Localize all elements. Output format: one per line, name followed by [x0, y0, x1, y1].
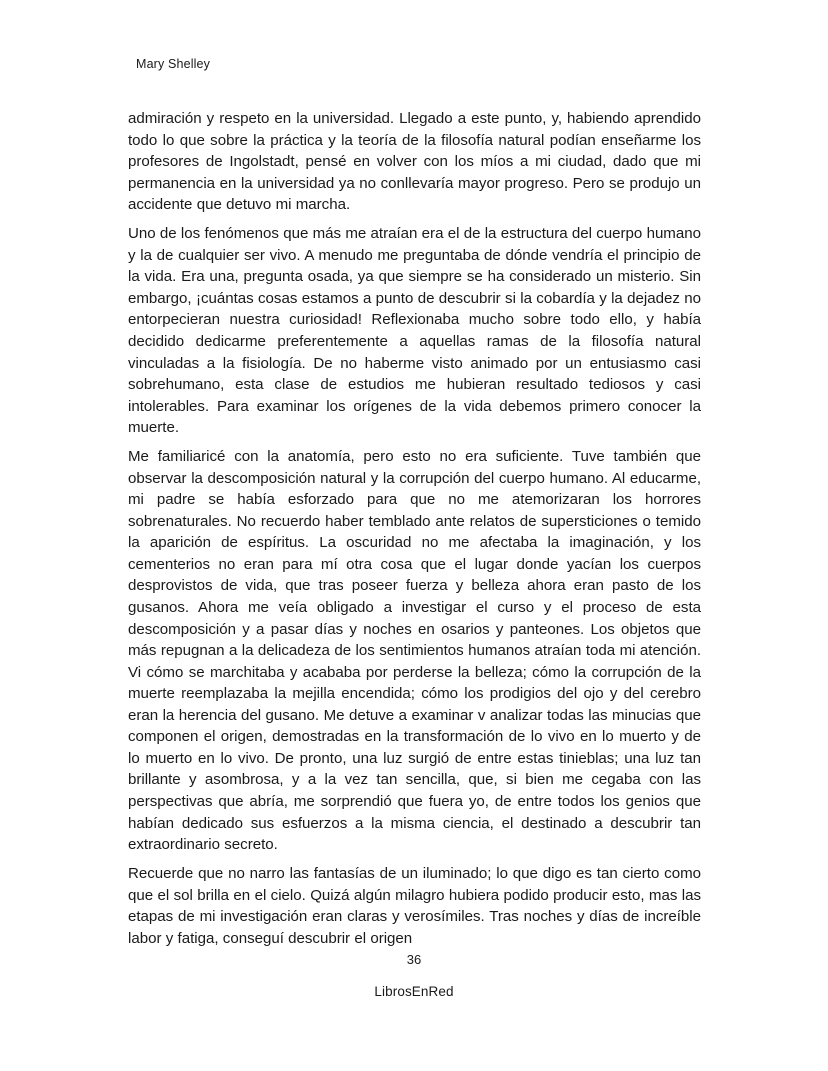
- body-paragraph: Recuerde que no narro las fantasías de un iluminado; lo que digo es tan cierto como que el sol brilla en el cielo. Quizá algún milagro hubiera podido producir esto, mas las etapas de mi investigación eran claras y verosímiles. Tras noches y días de increíble labor y fatiga, conseguí descubrir el origen: [128, 865, 701, 947]
- body-paragraph: Uno de los fenómenos que más me atraían era el de la estructura del cuerpo humano y la de cualquier ser vivo. A menudo me preguntaba de dónde vendría el principio de la vida. Era una, pregunta osada, ya que siempre se ha considerado un misterio. Sin embargo, ¡cuántas cosas estamos a punto de descubrir si la cobardía y la dejadez no entorpecieran nuestra curiosidad! Reflexionaba mucho sobre todo ello, y había decidido dedicarme preferentemente a aquellas ramas de la filosofía natural vinculadas a la fisiología. De no haberme visto animado por un entusiasmo casi sobrehumano, esta clase de estudios me hubieran resultado tediosos y casi intolerables. Para examinar los orígenes de la vida debemos primero conocer la muerte.: [128, 225, 701, 437]
- body-text-column: [128, 108, 701, 949]
- running-head-author: Mary Shelley: [136, 57, 211, 71]
- publisher-imprint: LibrosEnRed: [374, 984, 454, 999]
- body-paragraph: admiración y respeto en la universidad. Llegado a este punto, y, habiendo aprendido todo lo que sobre la práctica y la teoría de la filosofía natural podían enseñarme los profesores de Ingolstadt, pensé en volver con los míos a mi ciudad, dado que mi permanencia en la universidad ya no conllevaría mayor progreso. Pero se produjo un accidente que detuvo mi marcha.: [128, 110, 701, 214]
- body-paragraph: Me familiaricé con la anatomía, pero esto no era suficiente. Tuve también que observar la descomposición natural y la corrupción del cuerpo humano. Al educarme, mi padre se había esforzado para que no me atemorizaran los horrores sobrenaturales. No recuerdo haber temblado ante relatos de supersticiones o temido la aparición de espíritus. La oscuridad no me afectaba la imaginación, y los cementerios no eran para mí otra cosa que el lugar donde yacían los cuerpos desprovistos de vida, que tras poseer fuerza y belleza ahora eran pasto de los gusanos. Ahora me veía obligado a investigar el curso y el proceso de esta descomposición y a pasar días y noches en osarios y panteones. Los objetos que más repugnan a la delicadeza de los sentimientos humanos atraían toda mi atención. Vi cómo se marchitaba y acababa por perderse la belleza; cómo la corrupción de la muerte reemplazaba la mejilla encendida; cómo los prodigios del ojo y del cerebro eran la herencia del gusano. Me detuve a examinar v analizar todas las minucias que componen el origen, demostradas en la transformación de lo vivo en lo muerto y de lo muerto en lo vivo. De pronto, una luz surgió de entre estas tinieblas; una luz tan brillante y asombrosa, y a la vez tan sencilla, que, si bien me cegaba con las perspectivas que abría, me sorprendió que fuera yo, de entre todos los genios que habían dedicado sus esfuerzos a la misma ciencia, el destinado a descubrir tan extraordinario secreto.: [128, 448, 701, 854]
- page-number: 36: [406, 952, 422, 967]
